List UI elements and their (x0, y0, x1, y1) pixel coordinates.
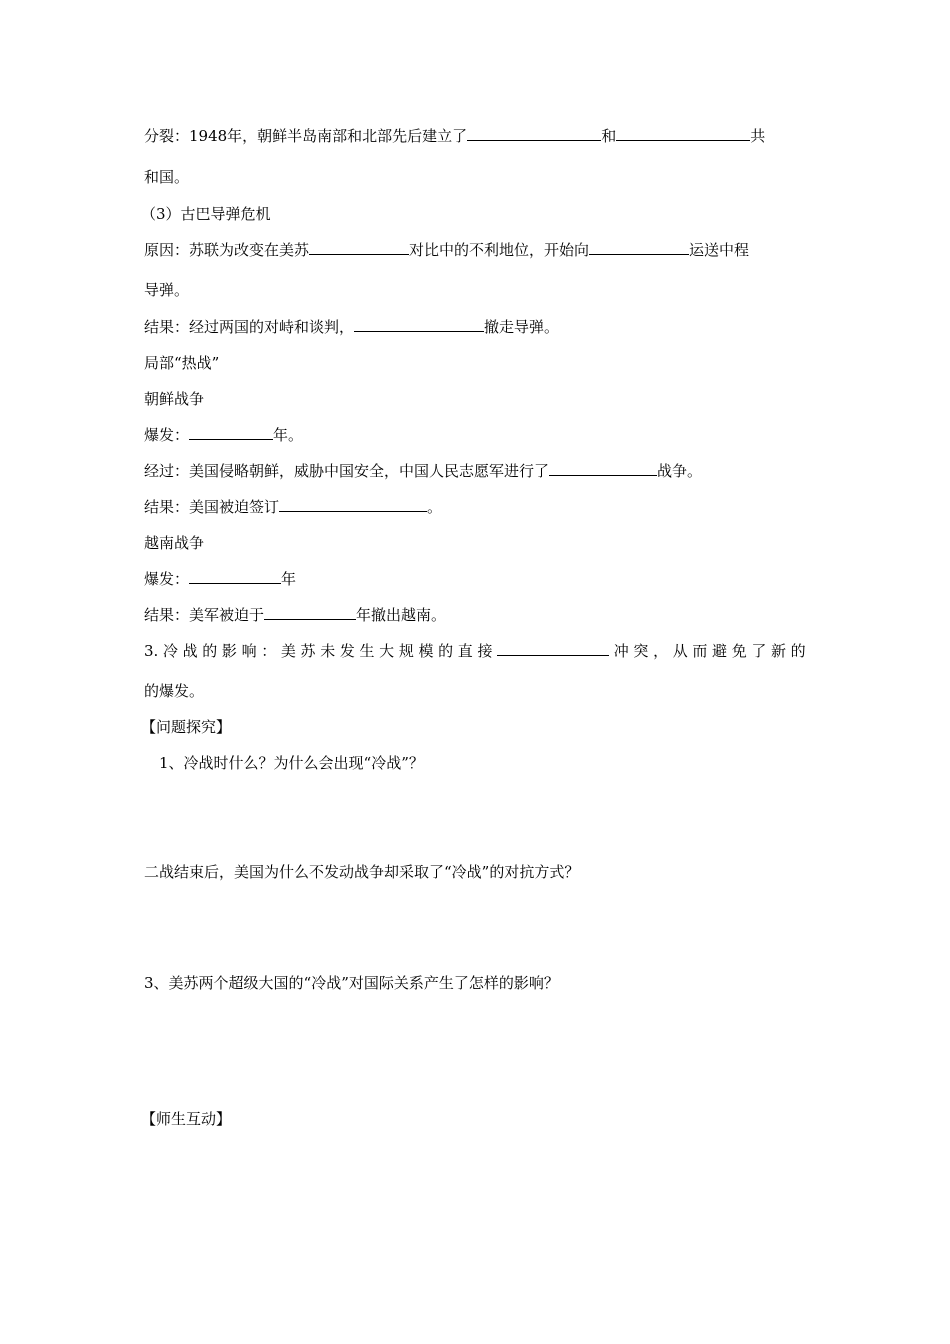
impact-char: ： (261, 642, 277, 660)
inquiry-heading: 【问题探究】 (141, 718, 232, 736)
blank-south-republic[interactable] (467, 126, 601, 141)
split-and: 和 (601, 127, 617, 145)
cuba-cause-cont: 导弹。 (144, 281, 190, 299)
korea-result-line (144, 497, 442, 517)
korea-course-tail: 战争。 (657, 462, 703, 480)
cuba-cause-mid: 对比中的不利地位，开始向 (409, 241, 590, 259)
vietnam-outbreak-label: 爆发： (144, 570, 190, 588)
vietnam-outbreak-tail: 年 (281, 570, 297, 588)
impact-char: 突 (633, 642, 649, 660)
impact-char: 模 (418, 642, 434, 660)
impact-char: 未 (320, 642, 336, 660)
inquiry-q2: 二战结束后，美国为什么不发动战争却采取了“冷战”的对抗方式？ (144, 863, 580, 881)
inquiry-q1: 1、冷战时什么？为什么会出现“冷战”？ (159, 754, 424, 772)
blank-withdrawer[interactable] (354, 317, 484, 332)
impact-char: 免 (731, 642, 747, 660)
impact-char: 从 (672, 642, 688, 660)
blank-destination[interactable] (589, 240, 689, 255)
interaction-heading: 【师生互动】 (141, 1110, 232, 1128)
split-tail: 共 (750, 127, 766, 145)
vietnam-result-label: 结果：美军被迫于 (144, 606, 265, 624)
blank-agreement[interactable] (279, 497, 427, 512)
cuba-result-line (144, 317, 559, 337)
vietnam-result-line (144, 605, 446, 625)
korea-result-label: 结果：美国被迫签订 (144, 498, 280, 516)
vietnam-outbreak-line (144, 569, 296, 589)
vietnam-result-tail: 年撤出越南。 (356, 606, 447, 624)
hot-war-heading: 局部“热战” (144, 354, 220, 372)
impact-cont: 的爆发。 (144, 682, 205, 700)
inquiry-q3: 3、美苏两个超级大国的“冷战”对国际关系产生了怎样的影响？ (144, 974, 559, 992)
impact-char: 响 (241, 642, 257, 660)
korea-outbreak-tail: 年。 (273, 426, 304, 444)
blank-withdraw-year[interactable] (264, 605, 356, 620)
impact-char: 3. (144, 642, 159, 660)
korea-heading: 朝鲜战争 (144, 390, 205, 408)
impact-char: 大 (379, 642, 395, 660)
impact-char: ， (653, 642, 669, 660)
impact-char: 新 (771, 642, 787, 660)
blank-conflict-type[interactable] (497, 641, 609, 656)
impact-char: 影 (221, 642, 237, 660)
impact-char: 直 (457, 642, 473, 660)
cuba-result-label: 结果：经过两国的对峙和谈判， (144, 318, 355, 336)
impact-char: 冷 (162, 642, 178, 660)
korea-outbreak-line (144, 425, 303, 445)
split-cont: 和国。 (144, 168, 190, 186)
impact-char: 的 (202, 642, 218, 660)
split-label: 分裂：1948年，朝鲜半岛南部和北部先后建立了 (144, 127, 468, 145)
impact-char: 美 (280, 642, 296, 660)
impact-char: 规 (398, 642, 414, 660)
korea-outbreak-label: 爆发： (144, 426, 190, 444)
impact-char: 而 (692, 642, 708, 660)
impact-char: 的 (438, 642, 454, 660)
cuba-cause-label: 原因：苏联为改变在美苏 (144, 241, 310, 259)
impact-char: 生 (359, 642, 375, 660)
impact-char: 冲 (613, 642, 629, 660)
blank-north-republic[interactable] (616, 126, 750, 141)
impact-line (144, 641, 806, 661)
impact-char: 战 (182, 642, 198, 660)
vietnam-heading: 越南战争 (144, 534, 205, 552)
blank-war-name[interactable] (549, 461, 657, 476)
cuba-heading: （3）古巴导弹危机 (141, 205, 271, 223)
korea-course-line (144, 461, 702, 481)
cuba-cause-tail: 运送中程 (689, 241, 750, 259)
impact-char: 发 (339, 642, 355, 660)
impact-char: 避 (712, 642, 728, 660)
impact-char: 接 (477, 642, 493, 660)
blank-korea-year[interactable] (189, 425, 273, 440)
impact-char: 苏 (300, 642, 316, 660)
korea-result-tail: 。 (427, 498, 443, 516)
cuba-result-tail: 撤走导弹。 (484, 318, 560, 336)
blank-vietnam-year[interactable] (189, 569, 281, 584)
cuba-cause-line (144, 240, 749, 260)
blank-power-balance[interactable] (309, 240, 409, 255)
korea-course-label: 经过：美国侵略朝鲜，威胁中国安全，中国人民志愿军进行了 (144, 462, 550, 480)
impact-char: 的 (790, 642, 806, 660)
split-line (144, 126, 765, 146)
impact-char: 了 (751, 642, 767, 660)
